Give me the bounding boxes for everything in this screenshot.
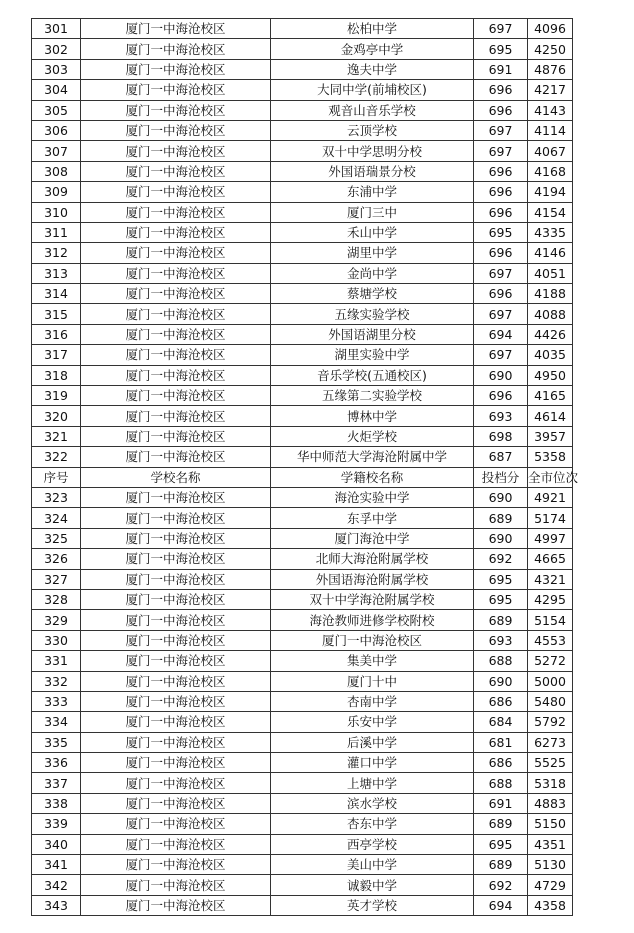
- cell-score: 681: [474, 732, 528, 752]
- cell-registered-school: 外国语湖里分校: [271, 324, 474, 344]
- cell-rank: 4321: [528, 569, 573, 589]
- cell-rank: 4088: [528, 304, 573, 324]
- cell-no: 318: [32, 365, 81, 385]
- table-row: [32, 610, 573, 630]
- cell-rank: 5174: [528, 508, 573, 528]
- cell-registered-school: 双十中学海沧附属学校: [271, 589, 474, 609]
- cell-rank: 4250: [528, 39, 573, 59]
- cell-no: 343: [32, 895, 81, 915]
- cell-score: 695: [474, 589, 528, 609]
- cell-school: 厦门一中海沧校区: [81, 80, 271, 100]
- cell-score: 696: [474, 80, 528, 100]
- header-row: [32, 467, 573, 487]
- cell-school: 厦门一中海沧校区: [81, 773, 271, 793]
- header-school: 学校名称: [81, 467, 271, 487]
- cell-no: 328: [32, 589, 81, 609]
- cell-school: 厦门一中海沧校区: [81, 39, 271, 59]
- cell-rank: 4997: [528, 528, 573, 548]
- cell-score: 697: [474, 345, 528, 365]
- cell-registered-school: 金鸡亭中学: [271, 39, 474, 59]
- cell-no: 302: [32, 39, 81, 59]
- cell-registered-school: 西亭学校: [271, 834, 474, 854]
- cell-no: 330: [32, 630, 81, 650]
- cell-rank: 4096: [528, 19, 573, 39]
- cell-rank: 4165: [528, 386, 573, 406]
- table-row: [32, 59, 573, 79]
- cell-rank: 4426: [528, 324, 573, 344]
- cell-no: 307: [32, 141, 81, 161]
- cell-rank: 4168: [528, 161, 573, 181]
- table-row: [32, 202, 573, 222]
- table-row: [32, 141, 573, 161]
- cell-score: 686: [474, 691, 528, 711]
- cell-score: 692: [474, 549, 528, 569]
- cell-school: 厦门一中海沧校区: [81, 487, 271, 507]
- cell-registered-school: 厦门十中: [271, 671, 474, 691]
- cell-score: 695: [474, 39, 528, 59]
- cell-score: 696: [474, 202, 528, 222]
- cell-no: 306: [32, 120, 81, 140]
- table-row: [32, 120, 573, 140]
- table-row: [32, 365, 573, 385]
- cell-score: 689: [474, 508, 528, 528]
- cell-registered-school: 厦门三中: [271, 202, 474, 222]
- cell-no: 325: [32, 528, 81, 548]
- header-score: 投档分: [474, 467, 528, 487]
- cell-no: 321: [32, 426, 81, 446]
- cell-school: 厦门一中海沧校区: [81, 447, 271, 467]
- cell-registered-school: 观音山音乐学校: [271, 100, 474, 120]
- cell-no: 316: [32, 324, 81, 344]
- cell-registered-school: 英才学校: [271, 895, 474, 915]
- cell-registered-school: 松柏中学: [271, 19, 474, 39]
- cell-score: 696: [474, 100, 528, 120]
- cell-school: 厦门一中海沧校区: [81, 712, 271, 732]
- cell-school: 厦门一中海沧校区: [81, 630, 271, 650]
- cell-registered-school: 双十中学思明分校: [271, 141, 474, 161]
- cell-score: 690: [474, 671, 528, 691]
- cell-rank: 5000: [528, 671, 573, 691]
- cell-registered-school: 湖里中学: [271, 243, 474, 263]
- cell-school: 厦门一中海沧校区: [81, 263, 271, 283]
- cell-score: 689: [474, 814, 528, 834]
- cell-school: 厦门一中海沧校区: [81, 182, 271, 202]
- cell-no: 314: [32, 284, 81, 304]
- cell-school: 厦门一中海沧校区: [81, 345, 271, 365]
- cell-school: 厦门一中海沧校区: [81, 528, 271, 548]
- cell-school: 厦门一中海沧校区: [81, 304, 271, 324]
- table-row: [32, 39, 573, 59]
- cell-no: 336: [32, 753, 81, 773]
- cell-rank: 4194: [528, 182, 573, 202]
- cell-school: 厦门一中海沧校区: [81, 141, 271, 161]
- cell-score: 695: [474, 569, 528, 589]
- cell-registered-school: 海沧实验中学: [271, 487, 474, 507]
- table-row: [32, 814, 573, 834]
- cell-registered-school: 东浦中学: [271, 182, 474, 202]
- cell-no: 322: [32, 447, 81, 467]
- cell-rank: 4143: [528, 100, 573, 120]
- table-row: [32, 569, 573, 589]
- table-row: [32, 875, 573, 895]
- cell-school: 厦门一中海沧校区: [81, 875, 271, 895]
- cell-school: 厦门一中海沧校区: [81, 855, 271, 875]
- cell-registered-school: 金尚中学: [271, 263, 474, 283]
- cell-registered-school: 上塘中学: [271, 773, 474, 793]
- cell-registered-school: 东孚中学: [271, 508, 474, 528]
- cell-score: 690: [474, 365, 528, 385]
- table-body-bottom: [32, 487, 573, 915]
- cell-score: 695: [474, 222, 528, 242]
- cell-rank: 4921: [528, 487, 573, 507]
- cell-score: 694: [474, 895, 528, 915]
- cell-rank: 4351: [528, 834, 573, 854]
- cell-registered-school: 大同中学(前埔校区): [271, 80, 474, 100]
- cell-no: 313: [32, 263, 81, 283]
- cell-no: 305: [32, 100, 81, 120]
- cell-no: 319: [32, 386, 81, 406]
- table-row: [32, 80, 573, 100]
- cell-school: 厦门一中海沧校区: [81, 691, 271, 711]
- header-no: 序号: [32, 467, 81, 487]
- cell-rank: 5480: [528, 691, 573, 711]
- table-row: [32, 447, 573, 467]
- table-row: [32, 263, 573, 283]
- cell-registered-school: 博林中学: [271, 406, 474, 426]
- cell-school: 厦门一中海沧校区: [81, 324, 271, 344]
- cell-no: 331: [32, 651, 81, 671]
- cell-score: 694: [474, 324, 528, 344]
- cell-rank: 5525: [528, 753, 573, 773]
- cell-rank: 4883: [528, 793, 573, 813]
- cell-no: 309: [32, 182, 81, 202]
- cell-school: 厦门一中海沧校区: [81, 365, 271, 385]
- cell-no: 332: [32, 671, 81, 691]
- cell-school: 厦门一中海沧校区: [81, 895, 271, 915]
- table-row: [32, 651, 573, 671]
- cell-score: 693: [474, 406, 528, 426]
- cell-registered-school: 五缘实验学校: [271, 304, 474, 324]
- cell-no: 308: [32, 161, 81, 181]
- table-row: [32, 161, 573, 181]
- cell-school: 厦门一中海沧校区: [81, 406, 271, 426]
- cell-school: 厦门一中海沧校区: [81, 549, 271, 569]
- table-header: [32, 467, 579, 487]
- cell-no: 303: [32, 59, 81, 79]
- cell-school: 厦门一中海沧校区: [81, 793, 271, 813]
- cell-score: 690: [474, 528, 528, 548]
- cell-no: 323: [32, 487, 81, 507]
- cell-registered-school: 蔡塘学校: [271, 284, 474, 304]
- cell-registered-school: 外国语海沧附属学校: [271, 569, 474, 589]
- cell-no: 339: [32, 814, 81, 834]
- cell-registered-school: 禾山中学: [271, 222, 474, 242]
- cell-score: 689: [474, 610, 528, 630]
- cell-no: 338: [32, 793, 81, 813]
- cell-rank: 4553: [528, 630, 573, 650]
- cell-score: 693: [474, 630, 528, 650]
- table-body-top: [32, 19, 573, 468]
- cell-score: 689: [474, 855, 528, 875]
- cell-rank: 4217: [528, 80, 573, 100]
- cell-no: 320: [32, 406, 81, 426]
- cell-rank: 4335: [528, 222, 573, 242]
- admission-score-table: [31, 18, 579, 916]
- cell-registered-school: 诚毅中学: [271, 875, 474, 895]
- cell-no: 341: [32, 855, 81, 875]
- table-row: [32, 304, 573, 324]
- cell-registered-school: 北师大海沧附属学校: [271, 549, 474, 569]
- cell-score: 688: [474, 651, 528, 671]
- cell-registered-school: 集美中学: [271, 651, 474, 671]
- cell-rank: 5358: [528, 447, 573, 467]
- table-row: [32, 508, 573, 528]
- cell-rank: 4035: [528, 345, 573, 365]
- cell-registered-school: 音乐学校(五通校区): [271, 365, 474, 385]
- table-row: [32, 753, 573, 773]
- cell-score: 688: [474, 773, 528, 793]
- table-row: [32, 671, 573, 691]
- cell-score: 696: [474, 386, 528, 406]
- cell-score: 697: [474, 304, 528, 324]
- cell-school: 厦门一中海沧校区: [81, 161, 271, 181]
- cell-score: 684: [474, 712, 528, 732]
- table-row: [32, 100, 573, 120]
- cell-rank: 4295: [528, 589, 573, 609]
- cell-no: 342: [32, 875, 81, 895]
- table-row: [32, 487, 573, 507]
- cell-rank: 5318: [528, 773, 573, 793]
- cell-school: 厦门一中海沧校区: [81, 120, 271, 140]
- cell-rank: 4876: [528, 59, 573, 79]
- cell-school: 厦门一中海沧校区: [81, 19, 271, 39]
- cell-rank: 4154: [528, 202, 573, 222]
- cell-rank: 3957: [528, 426, 573, 446]
- table-row: [32, 712, 573, 732]
- cell-score: 696: [474, 284, 528, 304]
- cell-rank: 4950: [528, 365, 573, 385]
- cell-school: 厦门一中海沧校区: [81, 426, 271, 446]
- cell-registered-school: 厦门海沧中学: [271, 528, 474, 548]
- cell-rank: 5150: [528, 814, 573, 834]
- cell-score: 696: [474, 161, 528, 181]
- table-row: [32, 855, 573, 875]
- cell-score: 695: [474, 834, 528, 854]
- table-row: [32, 793, 573, 813]
- cell-no: 317: [32, 345, 81, 365]
- cell-score: 697: [474, 19, 528, 39]
- table-row: [32, 406, 573, 426]
- cell-score: 686: [474, 753, 528, 773]
- cell-rank: 4051: [528, 263, 573, 283]
- table-row: [32, 345, 573, 365]
- table-row: [32, 426, 573, 446]
- cell-school: 厦门一中海沧校区: [81, 508, 271, 528]
- cell-no: 329: [32, 610, 81, 630]
- cell-school: 厦门一中海沧校区: [81, 834, 271, 854]
- cell-no: 311: [32, 222, 81, 242]
- cell-score: 698: [474, 426, 528, 446]
- cell-rank: 4358: [528, 895, 573, 915]
- cell-no: 335: [32, 732, 81, 752]
- table-row: [32, 222, 573, 242]
- cell-school: 厦门一中海沧校区: [81, 386, 271, 406]
- table-row: [32, 834, 573, 854]
- cell-rank: 5154: [528, 610, 573, 630]
- cell-no: 340: [32, 834, 81, 854]
- cell-score: 697: [474, 263, 528, 283]
- table-row: [32, 243, 573, 263]
- cell-rank: 4729: [528, 875, 573, 895]
- cell-score: 690: [474, 487, 528, 507]
- cell-no: 324: [32, 508, 81, 528]
- cell-registered-school: 火炬学校: [271, 426, 474, 446]
- cell-registered-school: 后溪中学: [271, 732, 474, 752]
- cell-score: 692: [474, 875, 528, 895]
- cell-no: 327: [32, 569, 81, 589]
- table-row: [32, 19, 573, 39]
- cell-no: 304: [32, 80, 81, 100]
- cell-rank: 4146: [528, 243, 573, 263]
- cell-registered-school: 云顶学校: [271, 120, 474, 140]
- cell-rank: 4614: [528, 406, 573, 426]
- cell-registered-school: 灌口中学: [271, 753, 474, 773]
- cell-rank: 6273: [528, 732, 573, 752]
- cell-rank: 5272: [528, 651, 573, 671]
- cell-school: 厦门一中海沧校区: [81, 202, 271, 222]
- cell-rank: 4114: [528, 120, 573, 140]
- cell-score: 687: [474, 447, 528, 467]
- cell-registered-school: 滨水学校: [271, 793, 474, 813]
- table-row: [32, 284, 573, 304]
- cell-no: 310: [32, 202, 81, 222]
- cell-registered-school: 美山中学: [271, 855, 474, 875]
- cell-school: 厦门一中海沧校区: [81, 222, 271, 242]
- cell-school: 厦门一中海沧校区: [81, 732, 271, 752]
- cell-rank: 4665: [528, 549, 573, 569]
- header-registered-school: 学籍校名称: [271, 467, 474, 487]
- table-row: [32, 324, 573, 344]
- cell-rank: 4188: [528, 284, 573, 304]
- table-row: [32, 691, 573, 711]
- table-row: [32, 549, 573, 569]
- cell-score: 697: [474, 141, 528, 161]
- cell-school: 厦门一中海沧校区: [81, 610, 271, 630]
- table-row: [32, 773, 573, 793]
- cell-school: 厦门一中海沧校区: [81, 651, 271, 671]
- cell-score: 697: [474, 120, 528, 140]
- table-row: [32, 732, 573, 752]
- cell-rank: 5792: [528, 712, 573, 732]
- cell-no: 333: [32, 691, 81, 711]
- cell-registered-school: 海沧教师进修学校附校: [271, 610, 474, 630]
- header-rank: 全市位次: [528, 467, 573, 487]
- cell-registered-school: 华中师范大学海沧附属中学: [271, 447, 474, 467]
- cell-school: 厦门一中海沧校区: [81, 100, 271, 120]
- table-row: [32, 182, 573, 202]
- cell-rank: 4067: [528, 141, 573, 161]
- table-row: [32, 895, 573, 915]
- cell-no: 312: [32, 243, 81, 263]
- cell-registered-school: 五缘第二实验学校: [271, 386, 474, 406]
- cell-registered-school: 湖里实验中学: [271, 345, 474, 365]
- cell-school: 厦门一中海沧校区: [81, 753, 271, 773]
- cell-registered-school: 厦门一中海沧校区: [271, 630, 474, 650]
- cell-registered-school: 外国语瑞景分校: [271, 161, 474, 181]
- cell-no: 337: [32, 773, 81, 793]
- cell-no: 301: [32, 19, 81, 39]
- cell-no: 315: [32, 304, 81, 324]
- cell-rank: 5130: [528, 855, 573, 875]
- cell-school: 厦门一中海沧校区: [81, 59, 271, 79]
- cell-school: 厦门一中海沧校区: [81, 569, 271, 589]
- cell-registered-school: 乐安中学: [271, 712, 474, 732]
- cell-registered-school: 杏南中学: [271, 691, 474, 711]
- cell-score: 691: [474, 793, 528, 813]
- cell-no: 326: [32, 549, 81, 569]
- cell-school: 厦门一中海沧校区: [81, 671, 271, 691]
- cell-no: 334: [32, 712, 81, 732]
- table-row: [32, 386, 573, 406]
- cell-school: 厦门一中海沧校区: [81, 243, 271, 263]
- cell-school: 厦门一中海沧校区: [81, 284, 271, 304]
- table-row: [32, 630, 573, 650]
- table-row: [32, 528, 573, 548]
- cell-registered-school: 逸夫中学: [271, 59, 474, 79]
- cell-school: 厦门一中海沧校区: [81, 814, 271, 834]
- cell-school: 厦门一中海沧校区: [81, 589, 271, 609]
- table-row: [32, 589, 573, 609]
- cell-score: 696: [474, 182, 528, 202]
- cell-score: 691: [474, 59, 528, 79]
- cell-registered-school: 杏东中学: [271, 814, 474, 834]
- cell-score: 696: [474, 243, 528, 263]
